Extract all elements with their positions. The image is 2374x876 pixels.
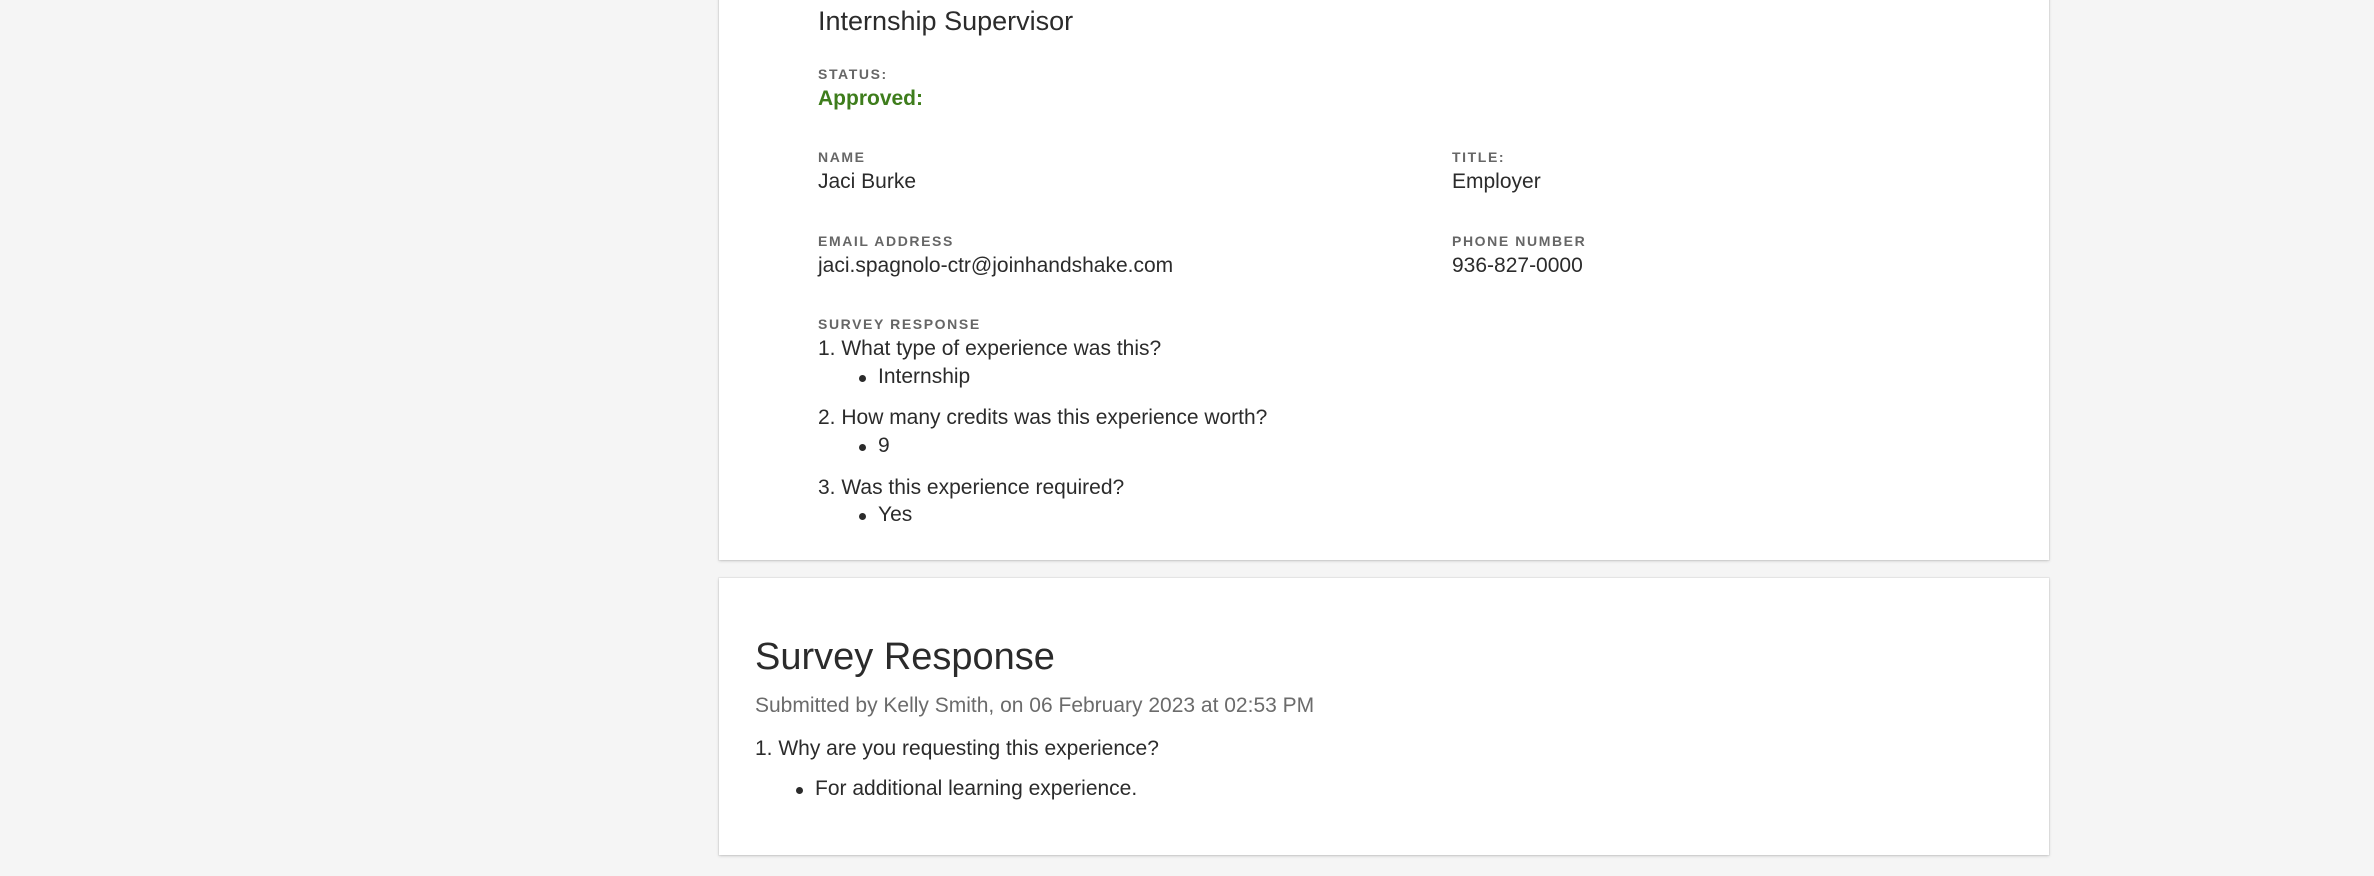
supervisor-answer-1: Internship [878,365,971,388]
phone-value: 936-827-0000 [1452,254,1583,277]
title-label: TITLE: [1452,149,1506,165]
title-value: Employer [1452,170,1541,193]
survey-question-1: 1. Why are you requesting this experience? [755,737,1159,760]
status-label: STATUS: [818,66,888,82]
supervisor-question-2: 2. How many credits was this experience worth? [818,406,1268,429]
survey-answer-1: For additional learning experience. [815,777,1138,800]
email-label: EMAIL ADDRESS [818,233,954,249]
status-value: Approved: [818,87,923,110]
name-value: Jaci Burke [818,170,917,193]
name-label: NAME [818,149,866,165]
submitted-by-text: Submitted by Kelly Smith, on 06 February 2023 at 02:53 PM [755,694,1315,717]
survey-response-label: SURVEY RESPONSE [818,316,981,332]
supervisor-answer-3: Yes [878,503,913,526]
bullet-icon [859,375,866,382]
bullet-icon [796,787,803,794]
supervisor-card [719,0,2049,560]
supervisor-heading: Internship Supervisor [818,6,1074,36]
bullet-icon [859,444,866,451]
supervisor-question-3: 3. Was this experience required? [818,476,1125,499]
bullet-icon [859,513,866,520]
email-value: jaci.spagnolo-ctr@joinhandshake.com [818,254,1174,277]
supervisor-question-1: 1. What type of experience was this? [818,337,1162,360]
supervisor-answer-2: 9 [878,434,890,457]
survey-response-heading: Survey Response [755,636,1055,678]
survey-response-card [719,578,2049,855]
phone-label: PHONE NUMBER [1452,233,1587,249]
